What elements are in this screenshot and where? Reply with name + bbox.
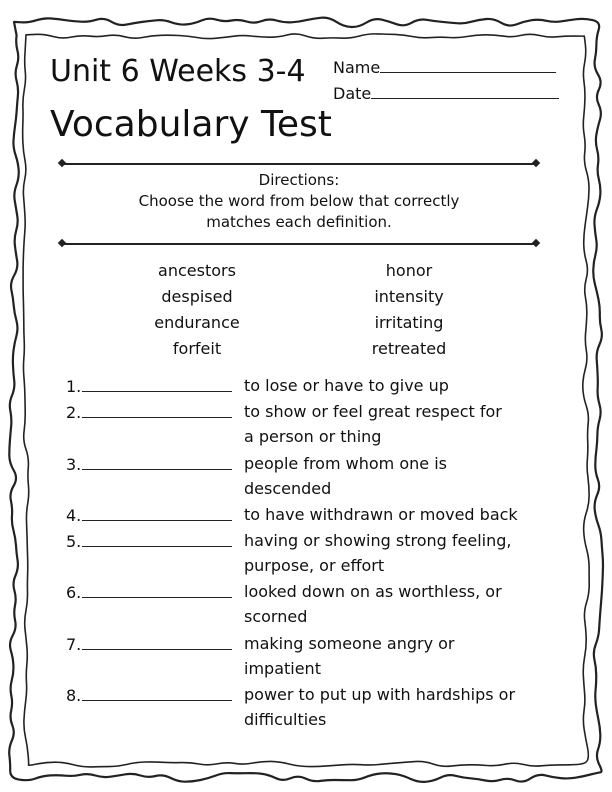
definition-line: descended <box>244 479 332 498</box>
directions-heading: Directions: <box>258 171 340 189</box>
question-definition <box>244 528 564 578</box>
word-bank-item: irritating <box>374 313 444 332</box>
question-definition <box>244 373 564 398</box>
name-line[interactable] <box>380 58 556 73</box>
answer-blank[interactable] <box>82 528 232 547</box>
answer-blank[interactable] <box>82 682 232 701</box>
question-number: 4. <box>66 506 82 525</box>
definition-line: to have withdrawn or moved back <box>244 505 518 524</box>
definition-line: making someone angry or <box>244 634 455 653</box>
question-definition <box>244 399 564 449</box>
question-definition <box>244 631 564 681</box>
word-bank-item: endurance <box>154 313 240 332</box>
question-number: 2. <box>66 403 82 422</box>
question-number: 1. <box>66 377 82 396</box>
divider-bottom <box>62 243 536 245</box>
question-number: 5. <box>66 532 82 551</box>
question-number: 8. <box>66 686 82 705</box>
definition-line: difficulties <box>244 710 327 729</box>
answer-blank[interactable] <box>82 451 232 470</box>
answer-blank[interactable] <box>82 373 232 392</box>
definition-line: impatient <box>244 659 321 678</box>
question-number: 7. <box>66 635 82 654</box>
word-bank-item: forfeit <box>172 339 222 358</box>
question-definition <box>244 682 564 732</box>
word-bank-right <box>329 258 489 362</box>
date-line[interactable] <box>371 84 559 99</box>
question-definition <box>244 502 564 527</box>
question-number: 3. <box>66 455 82 474</box>
page-title-line2: Vocabulary Test <box>50 104 332 145</box>
date-label: Date <box>333 84 372 103</box>
word-bank-left <box>117 258 277 362</box>
definition-line: to show or feel great respect for <box>244 402 502 421</box>
definition-line: scorned <box>244 607 308 626</box>
word-bank-item: despised <box>161 287 233 306</box>
word-bank-item: retreated <box>371 339 447 358</box>
definition-line: power to put up with hardships or <box>244 685 516 704</box>
directions-line2: matches each definition. <box>206 213 392 231</box>
answer-blank[interactable] <box>82 579 232 598</box>
question-definition <box>244 579 564 629</box>
definition-line: having or showing strong feeling, <box>244 531 512 550</box>
answer-blank[interactable] <box>82 631 232 650</box>
divider-top <box>62 163 536 165</box>
word-bank-item: ancestors <box>158 261 236 280</box>
date-field[interactable] <box>333 84 559 103</box>
name-field[interactable] <box>333 58 556 77</box>
definition-line: to lose or have to give up <box>244 376 449 395</box>
directions-line1: Choose the word from below that correctly <box>138 192 460 210</box>
definition-line: a person or thing <box>244 427 382 446</box>
name-label: Name <box>333 58 381 77</box>
definition-line: people from whom one is <box>244 454 447 473</box>
answer-blank[interactable] <box>82 399 232 418</box>
word-bank-item: honor <box>385 261 433 280</box>
question-number: 6. <box>66 583 82 602</box>
page-title-line1: Unit 6 Weeks 3-4 <box>50 54 306 89</box>
definition-line: purpose, or effort <box>244 556 385 575</box>
definition-line: looked down on as worthless, or <box>244 582 502 601</box>
word-bank-item: intensity <box>374 287 444 306</box>
answer-blank[interactable] <box>82 502 232 521</box>
question-definition <box>244 451 564 501</box>
